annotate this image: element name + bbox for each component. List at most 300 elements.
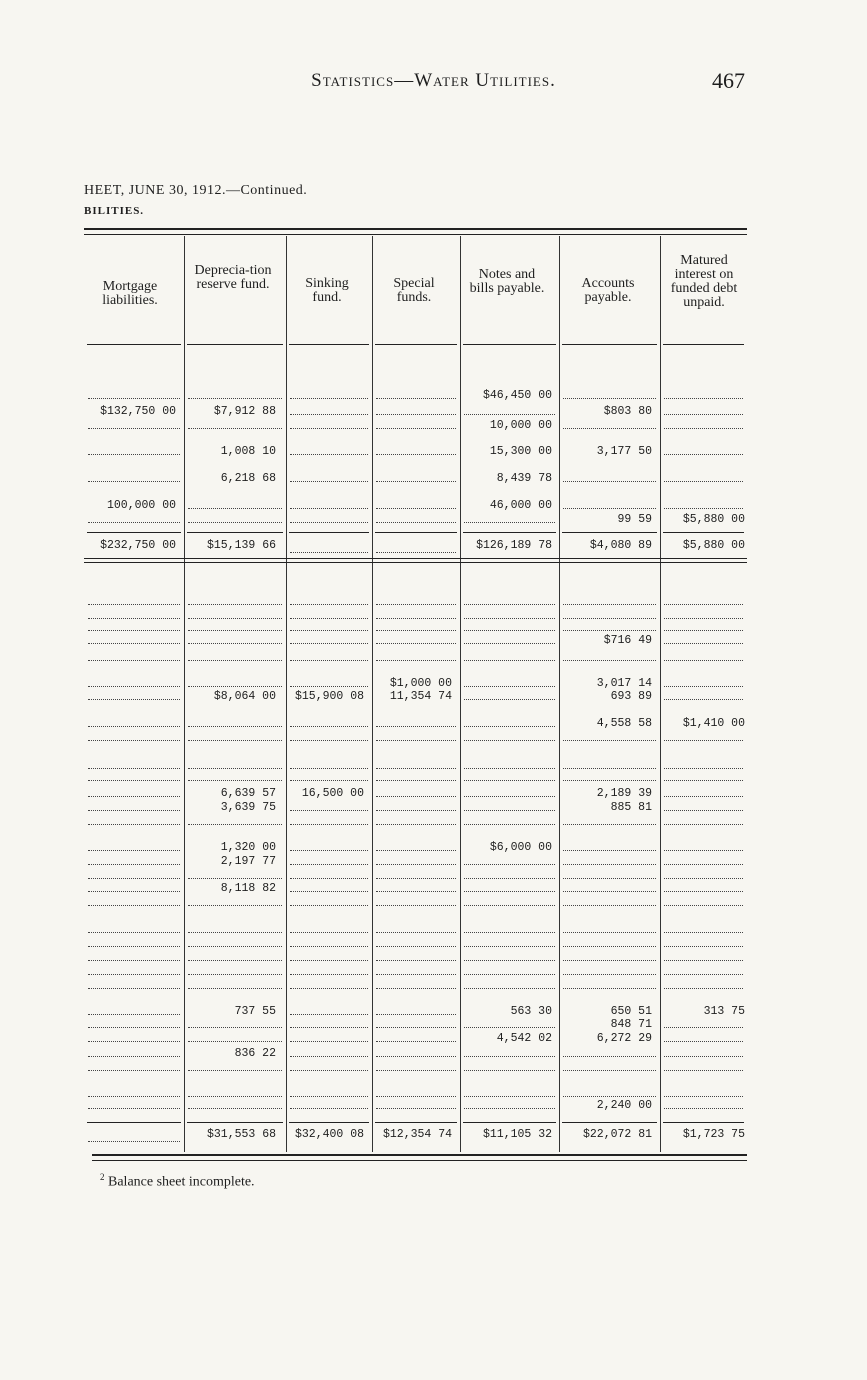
dot-leader <box>664 1027 743 1028</box>
section-rule-2 <box>84 562 747 563</box>
table-cell: 11,354 74 <box>389 690 452 703</box>
dot-leader <box>664 905 743 906</box>
subtotal-rule <box>87 532 181 533</box>
dot-leader <box>290 630 368 631</box>
dot-leader <box>376 988 456 989</box>
dot-leader <box>464 946 555 947</box>
dot-leader <box>563 630 656 631</box>
dot-leader <box>664 660 743 661</box>
dot-leader <box>376 891 456 892</box>
dot-leader <box>664 643 743 644</box>
table-cell: 16,500 00 <box>301 787 364 800</box>
dot-leader <box>664 974 743 975</box>
subtotal-rule <box>289 532 369 533</box>
dot-leader <box>464 905 555 906</box>
subtotal-rule <box>375 532 457 533</box>
table-cell: 2,240 00 <box>596 1099 652 1112</box>
dot-leader <box>464 810 555 811</box>
table-cell: 100,000 00 <box>106 499 176 512</box>
dot-leader <box>563 1096 656 1097</box>
table-cell: 1,008 10 <box>220 445 276 458</box>
dot-leader <box>188 768 282 769</box>
dot-leader <box>664 618 743 619</box>
dot-leader <box>376 454 456 455</box>
dot-leader <box>664 630 743 631</box>
total-cell: $11,105 32 <box>482 1128 552 1141</box>
dot-leader <box>88 932 180 933</box>
dot-leader <box>88 1070 180 1071</box>
dot-leader <box>88 618 180 619</box>
dot-leader <box>88 604 180 605</box>
dot-leader <box>290 618 368 619</box>
dot-leader <box>376 481 456 482</box>
table-cell: $8,064 00 <box>213 690 276 703</box>
dot-leader <box>664 864 743 865</box>
table-cell: 10,000 00 <box>489 419 552 432</box>
table-cell: $15,900 08 <box>294 690 364 703</box>
table-cell: 3,177 50 <box>596 445 652 458</box>
dot-leader <box>376 618 456 619</box>
dot-leader <box>376 905 456 906</box>
dot-leader <box>188 1070 282 1071</box>
subtotal-rule <box>87 1122 181 1123</box>
dot-leader <box>88 905 180 906</box>
dot-leader <box>290 508 368 509</box>
table-cell: $6,000 00 <box>489 841 552 854</box>
dot-leader <box>88 768 180 769</box>
table-cell: 4,542 02 <box>496 1032 552 1045</box>
dot-leader <box>376 780 456 781</box>
subtotal-rule <box>463 532 556 533</box>
subtotal-rule <box>187 532 283 533</box>
dot-leader <box>290 824 368 825</box>
table-cell: 1,320 00 <box>220 841 276 854</box>
dot-leader <box>464 780 555 781</box>
footnote <box>100 1172 255 1191</box>
dot-leader <box>88 946 180 947</box>
dot-leader <box>563 604 656 605</box>
dot-leader <box>188 905 282 906</box>
dot-leader <box>290 643 368 644</box>
total-cell: $31,553 68 <box>206 1128 276 1141</box>
header-rule <box>562 344 657 345</box>
dot-leader <box>664 780 743 781</box>
dot-leader <box>290 398 368 399</box>
running-head: Statistics—Water Utilities. <box>311 70 556 91</box>
dot-leader <box>563 905 656 906</box>
header-rule <box>187 344 283 345</box>
table-cell: 650 51 <box>610 1005 652 1018</box>
total-cell: $126,189 78 <box>476 539 552 552</box>
dot-leader <box>188 946 282 947</box>
dot-leader <box>88 796 180 797</box>
table-cell: 836 22 <box>234 1047 276 1060</box>
dot-leader <box>188 508 282 509</box>
dot-leader <box>464 1027 555 1028</box>
dot-leader <box>664 824 743 825</box>
dot-leader <box>376 946 456 947</box>
dot-leader <box>464 1108 555 1109</box>
dot-leader <box>290 1070 368 1071</box>
dot-leader <box>88 988 180 989</box>
dot-leader <box>290 932 368 933</box>
dot-leader <box>290 414 368 415</box>
header-rule <box>87 344 181 345</box>
subtotal-rule <box>663 1122 744 1123</box>
dot-leader <box>376 398 456 399</box>
dot-leader <box>376 726 456 727</box>
dot-leader <box>376 604 456 605</box>
dot-leader <box>464 796 555 797</box>
dot-leader <box>664 686 743 687</box>
dot-leader <box>464 699 555 700</box>
dot-leader <box>464 1096 555 1097</box>
dot-leader <box>188 1108 282 1109</box>
dot-leader <box>290 891 368 892</box>
table-cell: 6,218 68 <box>220 472 276 485</box>
dot-leader <box>188 618 282 619</box>
dot-leader <box>464 1070 555 1071</box>
dot-leader <box>290 960 368 961</box>
dot-leader <box>376 810 456 811</box>
dot-leader <box>88 454 180 455</box>
dot-leader <box>88 1041 180 1042</box>
subtotal-rule <box>375 1122 457 1123</box>
dot-leader <box>376 974 456 975</box>
table-cell: 693 89 <box>610 690 652 703</box>
dot-leader <box>290 1056 368 1057</box>
column-divider <box>372 236 373 1152</box>
table-cell: $46,450 00 <box>482 389 552 402</box>
dot-leader <box>664 946 743 947</box>
total-cell: $5,880 00 <box>682 539 745 552</box>
dot-leader <box>290 481 368 482</box>
dot-leader <box>464 604 555 605</box>
dot-leader <box>464 726 555 727</box>
table-cell: 848 71 <box>610 1018 652 1031</box>
dot-leader <box>563 960 656 961</box>
dot-leader <box>290 878 368 879</box>
dot-leader <box>563 398 656 399</box>
dot-leader <box>563 618 656 619</box>
table-cell: 3,639 75 <box>220 801 276 814</box>
dot-leader <box>664 481 743 482</box>
column-divider <box>660 236 661 1152</box>
table-cell: $803 80 <box>603 405 652 418</box>
subtotal-rule <box>463 1122 556 1123</box>
dot-leader <box>376 1056 456 1057</box>
dot-leader <box>376 740 456 741</box>
dot-leader <box>88 878 180 879</box>
dot-leader <box>464 878 555 879</box>
dot-leader <box>88 726 180 727</box>
table-cell: 8,439 78 <box>496 472 552 485</box>
dot-leader <box>563 850 656 851</box>
dot-leader <box>563 1056 656 1057</box>
column-divider <box>286 236 287 1152</box>
dot-leader <box>88 686 180 687</box>
table-cell: 313 75 <box>703 1005 745 1018</box>
dot-leader <box>88 1056 180 1057</box>
table-cell: 885 81 <box>610 801 652 814</box>
dot-leader <box>88 850 180 851</box>
dot-leader <box>290 768 368 769</box>
table-cell: 8,118 82 <box>220 882 276 895</box>
dot-leader <box>563 508 656 509</box>
dot-leader <box>376 414 456 415</box>
dot-leader <box>563 824 656 825</box>
dot-leader <box>188 398 282 399</box>
dot-leader <box>664 454 743 455</box>
dot-leader <box>290 905 368 906</box>
dot-leader <box>464 740 555 741</box>
total-cell: $4,080 89 <box>589 539 652 552</box>
total-cell: $32,400 08 <box>294 1128 364 1141</box>
column-header: Sinking fund. <box>305 276 349 305</box>
dot-leader <box>664 1070 743 1071</box>
dot-leader <box>88 481 180 482</box>
table-cell: 2,197 77 <box>220 855 276 868</box>
dot-leader <box>464 630 555 631</box>
dot-leader <box>664 810 743 811</box>
dot-leader <box>563 974 656 975</box>
dot-leader <box>664 1041 743 1042</box>
dot-leader <box>88 1096 180 1097</box>
dot-leader <box>464 864 555 865</box>
dot-leader <box>88 1108 180 1109</box>
table-cell: $5,880 00 <box>682 513 745 526</box>
dot-leader <box>563 660 656 661</box>
dot-leader <box>664 1108 743 1109</box>
table-cell: $1,410 00 <box>682 717 745 730</box>
column-divider <box>460 236 461 1152</box>
total-cell: $15,139 66 <box>206 539 276 552</box>
dot-leader <box>563 768 656 769</box>
total-cell: $1,723 75 <box>682 1128 745 1141</box>
dot-leader <box>188 660 282 661</box>
dot-leader <box>376 1014 456 1015</box>
dot-leader <box>376 1070 456 1071</box>
table-top-rule <box>84 228 747 230</box>
dot-leader <box>290 1108 368 1109</box>
dot-leader <box>290 974 368 975</box>
dot-leader <box>290 864 368 865</box>
dot-leader <box>563 740 656 741</box>
dot-leader <box>376 1096 456 1097</box>
dot-leader <box>464 414 555 415</box>
dot-leader <box>376 878 456 879</box>
dot-leader <box>290 988 368 989</box>
dot-leader <box>664 699 743 700</box>
dot-leader <box>563 864 656 865</box>
table-cell: 563 30 <box>510 1005 552 1018</box>
table-cell: 15,300 00 <box>489 445 552 458</box>
table-cell: 6,639 57 <box>220 787 276 800</box>
column-header: Accounts payable. <box>581 276 635 305</box>
header-rule <box>663 344 744 345</box>
table-cell: 737 55 <box>234 1005 276 1018</box>
dot-leader <box>88 1014 180 1015</box>
dot-leader <box>188 643 282 644</box>
dot-leader <box>376 552 456 553</box>
column-header: Mortgage liabilities. <box>102 279 158 308</box>
dot-leader <box>290 454 368 455</box>
dot-leader <box>290 1027 368 1028</box>
dot-leader <box>376 960 456 961</box>
dot-leader <box>88 864 180 865</box>
dot-leader <box>88 428 180 429</box>
total-cell: $232,750 00 <box>100 539 176 552</box>
dot-leader <box>88 740 180 741</box>
table-cell: $716 49 <box>603 634 652 647</box>
dot-leader <box>188 988 282 989</box>
dot-leader <box>188 1096 282 1097</box>
dot-leader <box>188 686 282 687</box>
dot-leader <box>188 932 282 933</box>
dot-leader <box>664 768 743 769</box>
dot-leader <box>376 522 456 523</box>
sheet-subheading: HEET, JUNE 30, 1912.—Continued. <box>84 183 308 198</box>
dot-leader <box>664 428 743 429</box>
dot-leader <box>464 988 555 989</box>
dot-leader <box>188 1041 282 1042</box>
dot-leader <box>188 960 282 961</box>
dot-leader <box>290 1096 368 1097</box>
dot-leader <box>376 932 456 933</box>
dot-leader <box>188 428 282 429</box>
total-cell: $22,072 81 <box>582 1128 652 1141</box>
dot-leader <box>188 974 282 975</box>
dot-leader <box>664 740 743 741</box>
footnote-text: Balance sheet incomplete. <box>108 1174 255 1190</box>
dot-leader <box>376 1108 456 1109</box>
dot-leader <box>464 768 555 769</box>
dot-leader <box>376 508 456 509</box>
subtotal-rule <box>289 1122 369 1123</box>
dot-leader <box>563 878 656 879</box>
dot-leader <box>290 522 368 523</box>
dot-leader <box>290 780 368 781</box>
header-rule <box>375 344 457 345</box>
dot-leader <box>464 660 555 661</box>
column-header: Matured interest on funded debt unpaid. <box>670 253 738 310</box>
dot-leader <box>88 810 180 811</box>
dot-leader <box>290 726 368 727</box>
dot-leader <box>376 864 456 865</box>
dot-leader <box>188 740 282 741</box>
dot-leader <box>664 960 743 961</box>
dot-leader <box>188 522 282 523</box>
page-number: 467 <box>712 68 745 93</box>
liabilities-subheading: BILITIES. <box>84 205 145 217</box>
dot-leader <box>664 878 743 879</box>
dot-leader <box>664 932 743 933</box>
dot-leader <box>290 946 368 947</box>
dot-leader <box>188 1027 282 1028</box>
dot-leader <box>88 699 180 700</box>
footnote-marker: 2 <box>100 1172 105 1182</box>
dot-leader <box>464 960 555 961</box>
header-rule <box>463 344 556 345</box>
dot-leader <box>464 643 555 644</box>
table-bottom-rule-2 <box>92 1160 747 1161</box>
dot-leader <box>563 780 656 781</box>
table-cell: $132,750 00 <box>100 405 176 418</box>
column-header: Special funds. <box>393 276 435 305</box>
dot-leader <box>88 522 180 523</box>
dot-leader <box>664 604 743 605</box>
dot-leader <box>88 780 180 781</box>
dot-leader <box>664 398 743 399</box>
dot-leader <box>290 604 368 605</box>
dot-leader <box>376 630 456 631</box>
column-divider <box>184 236 185 1152</box>
table-cell: 46,000 00 <box>489 499 552 512</box>
dot-leader <box>563 891 656 892</box>
dot-leader <box>88 974 180 975</box>
table-bottom-rule <box>92 1154 747 1156</box>
table-cell: 99 59 <box>617 513 652 526</box>
dot-leader <box>664 1056 743 1057</box>
table-top-rule-inner <box>84 234 747 235</box>
dot-leader <box>376 1027 456 1028</box>
table-cell: 6,272 29 <box>596 1032 652 1045</box>
dot-leader <box>88 1027 180 1028</box>
table-cell: $1,000 00 <box>389 677 452 690</box>
dot-leader <box>563 946 656 947</box>
dot-leader <box>290 428 368 429</box>
dot-leader <box>290 850 368 851</box>
dot-leader <box>563 988 656 989</box>
dot-leader <box>188 604 282 605</box>
dot-leader <box>563 428 656 429</box>
table-cell: $7,912 88 <box>213 405 276 418</box>
dot-leader <box>88 891 180 892</box>
dot-leader <box>188 726 282 727</box>
dot-leader <box>88 824 180 825</box>
dot-leader <box>88 960 180 961</box>
dot-leader <box>664 796 743 797</box>
table-cell: 4,558 58 <box>596 717 652 730</box>
dot-leader <box>376 850 456 851</box>
column-header: Deprecia-tion reserve fund. <box>194 263 272 292</box>
total-cell: $12,354 74 <box>382 1128 452 1141</box>
subtotal-rule <box>663 532 744 533</box>
dot-leader <box>464 891 555 892</box>
dot-leader <box>376 796 456 797</box>
dot-leader <box>464 686 555 687</box>
dot-leader <box>664 508 743 509</box>
dot-leader <box>290 552 368 553</box>
dot-leader <box>290 1041 368 1042</box>
dot-leader <box>88 398 180 399</box>
dot-leader <box>290 686 368 687</box>
dot-leader <box>290 810 368 811</box>
table-cell: 3,017 14 <box>596 677 652 690</box>
dot-leader <box>290 660 368 661</box>
dot-leader <box>88 630 180 631</box>
dot-leader <box>464 932 555 933</box>
dot-leader <box>664 1096 743 1097</box>
dot-leader <box>88 1141 180 1142</box>
dot-leader <box>290 1014 368 1015</box>
dot-leader <box>188 630 282 631</box>
subtotal-rule <box>562 1122 657 1123</box>
dot-leader <box>664 988 743 989</box>
column-divider <box>559 236 560 1152</box>
dot-leader <box>290 740 368 741</box>
dot-leader <box>563 1070 656 1071</box>
